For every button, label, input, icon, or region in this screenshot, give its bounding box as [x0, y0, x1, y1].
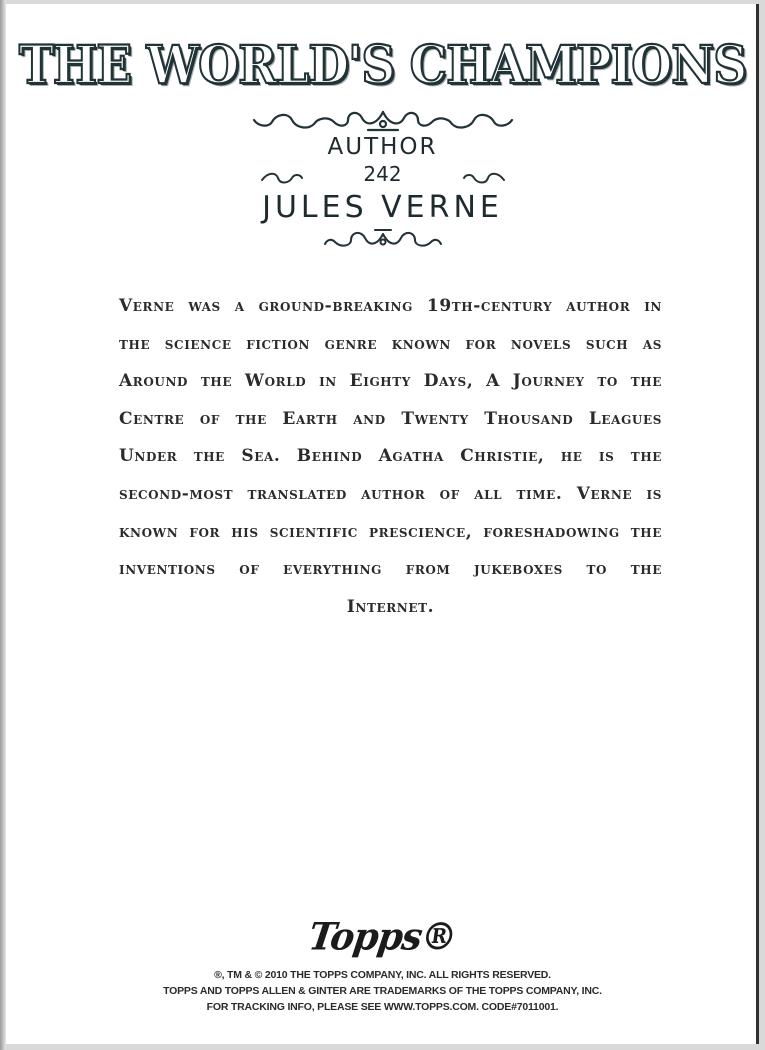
category-label: AUTHOR	[327, 134, 438, 160]
legal-line: TOPPS AND TOPPS ALLEN & GINTER ARE TRADEMARKS OF THE TOPPS COMPANY, INC.	[163, 985, 602, 997]
bio-text: Verne was a ground-breaking 19th-century author in the science fiction genre known for novels such as Around the World in Eighty Days, A Journey to the Centre of the Earth and Twenty Thousand Leagues Under the Sea. Behind Agatha Christie, he is the second-most translated author of all time. Verne is known for his scientific prescience, foreshadowing the inventions of everything from jukeboxes to the Internet.	[119, 296, 662, 617]
logo-text: Topps	[305, 914, 425, 960]
series-title: THE WORLD'S CHAMPIONS	[18, 34, 747, 97]
card-back	[6, 4, 759, 1044]
legal-line: FOR TRACKING INFO, PLEASE SEE WWW.TOPPS.COM. CODE#7011001.	[206, 1001, 559, 1013]
flourish-ornament-bottom	[6, 224, 759, 256]
registered-mark-icon: ®	[418, 914, 460, 960]
card-number: 242	[363, 162, 402, 186]
topps-logo	[6, 916, 759, 958]
legal-text	[6, 967, 759, 1015]
legal-line: ®, TM & © 2010 THE TOPPS COMPANY, INC. ALL RIGHTS RESERVED.	[214, 969, 551, 981]
subject-name: JULES VERNE	[262, 190, 503, 225]
flourish-ornament-top	[6, 104, 759, 138]
